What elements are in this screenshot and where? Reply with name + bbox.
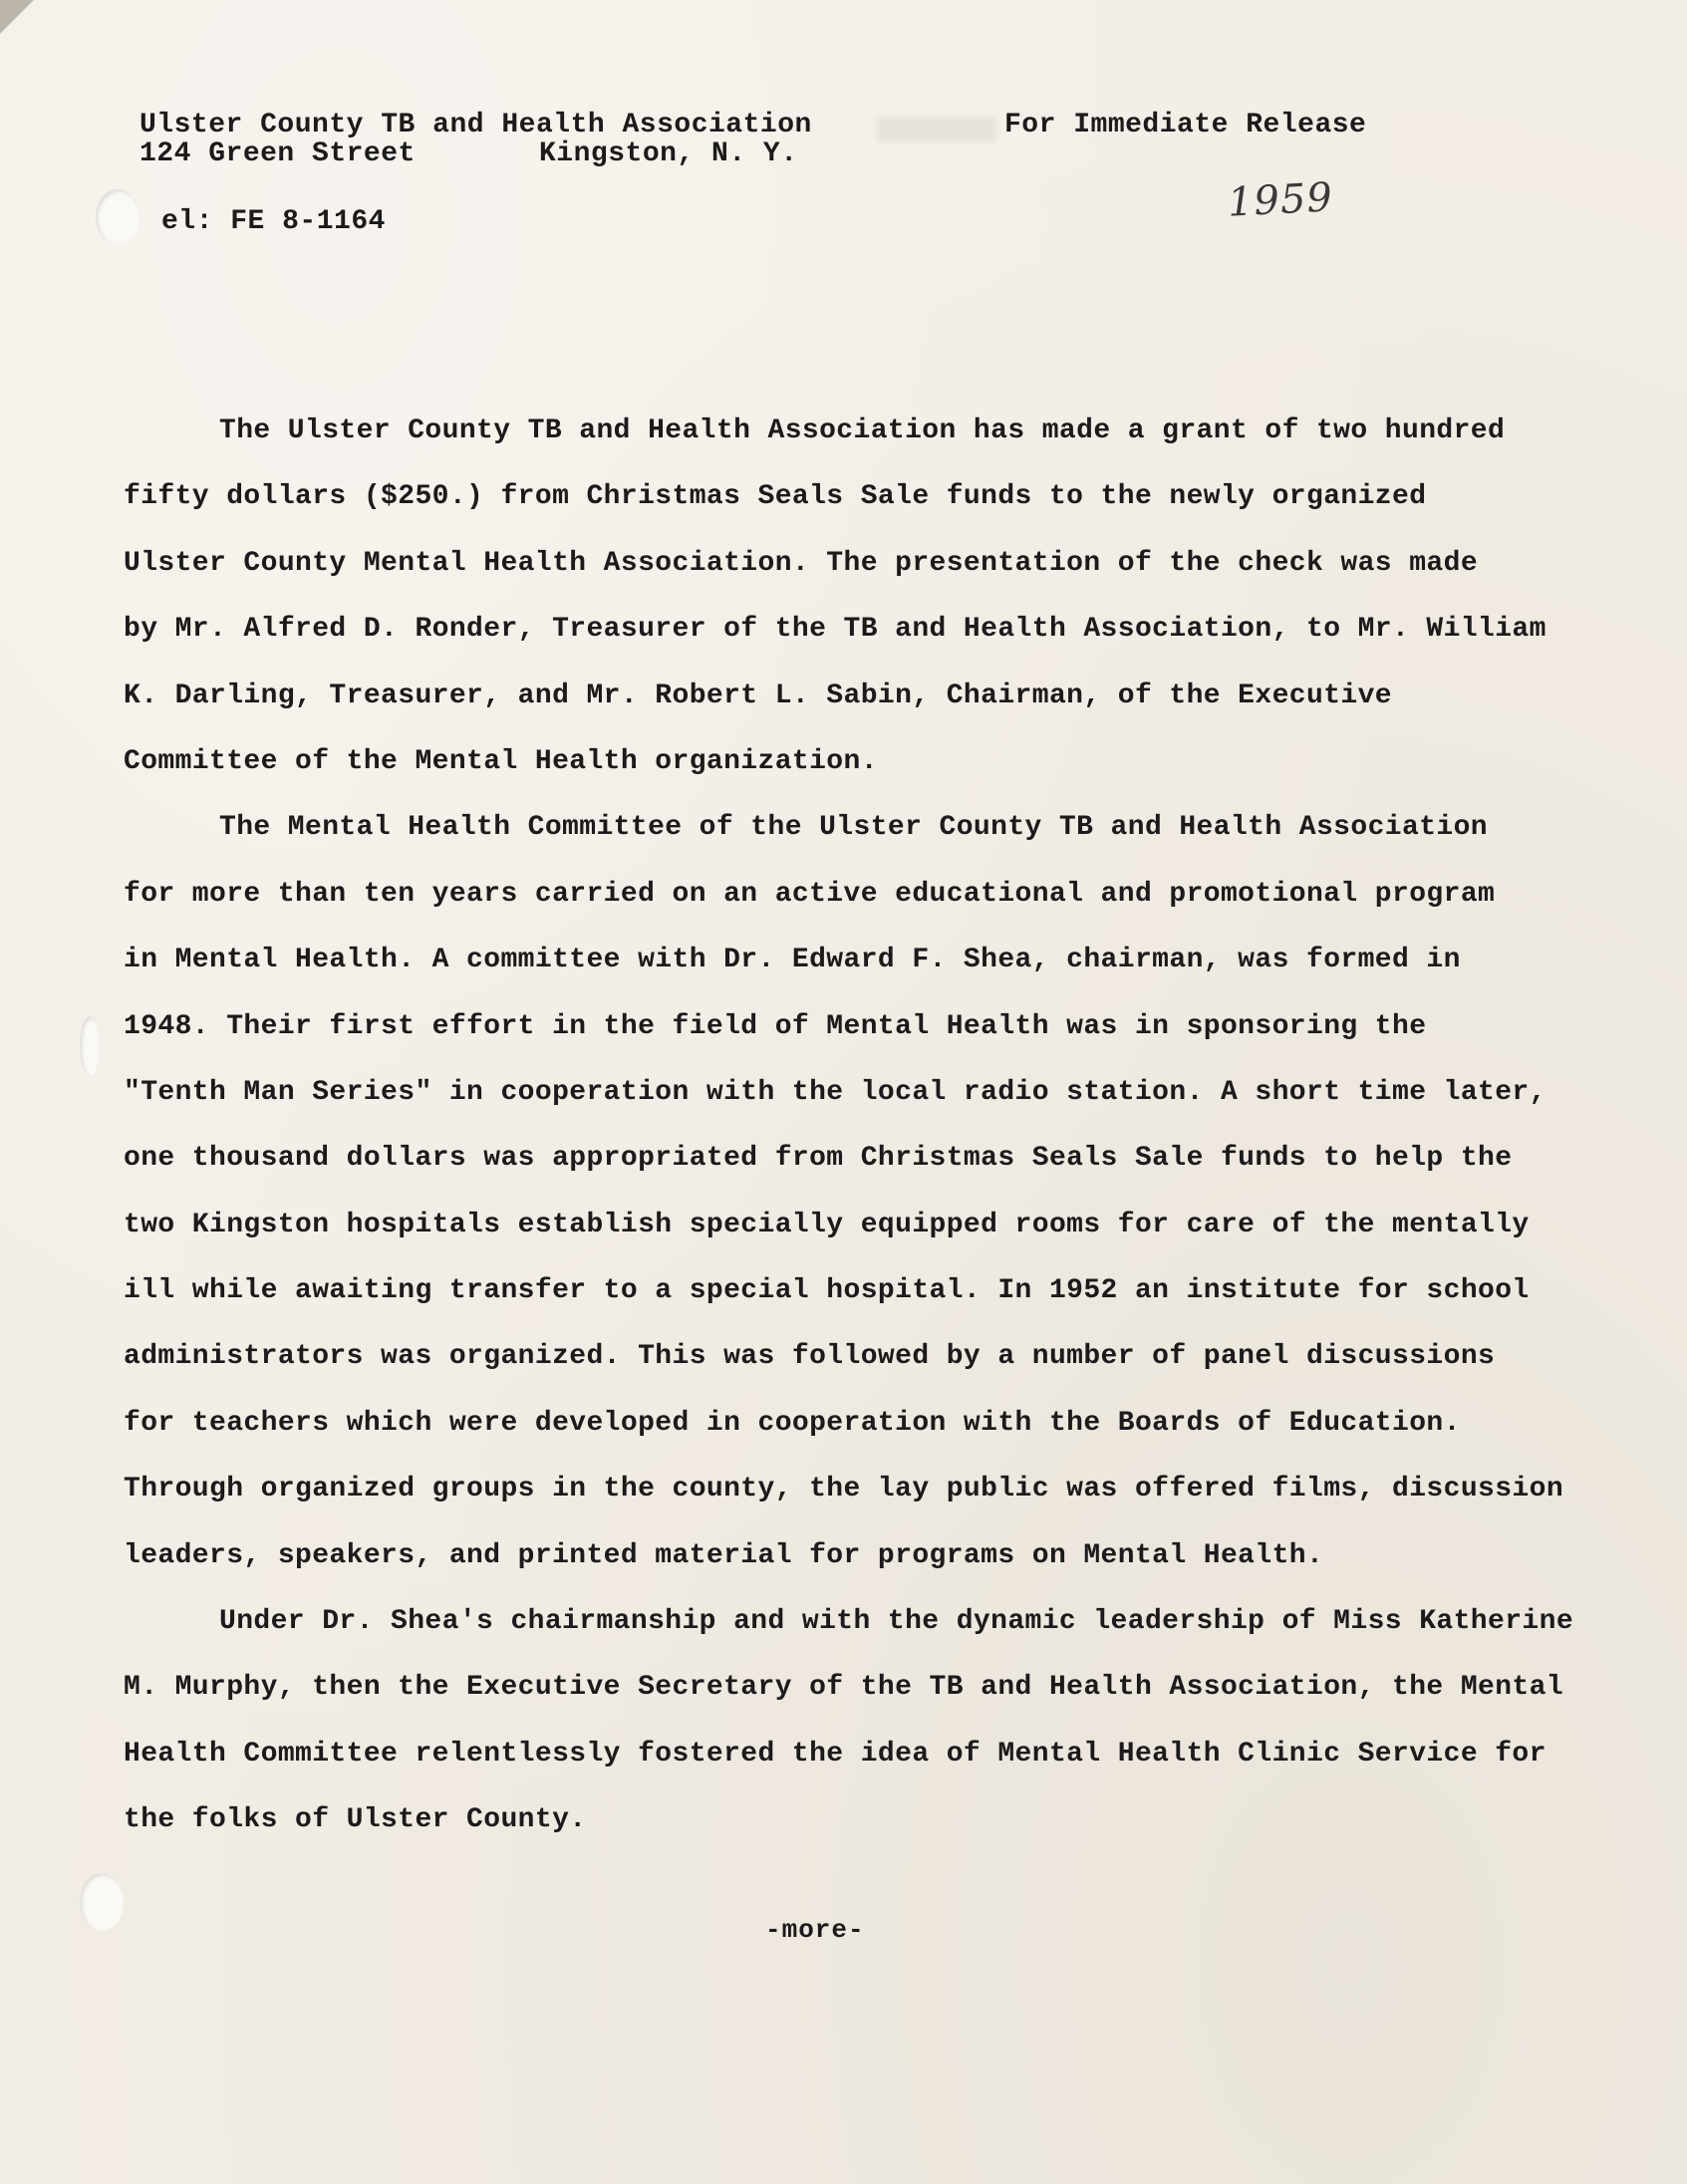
text-line: leaders, speakers, and printed material for programs on Mental Health. (124, 1539, 1324, 1571)
text-line: The Ulster County TB and Health Association has made a grant of two hundred (219, 415, 1506, 446)
city-address: Kingston, N. Y. (539, 138, 798, 169)
text-line: one thousand dollars was appropriated from Christmas Seals Sale funds to help the (124, 1143, 1513, 1175)
text-line: The Mental Health Committee of the Ulster County TB and Health Association (219, 812, 1489, 844)
text-line: two Kingston hospitals establish specially equipped rooms for care of the mentally (124, 1209, 1530, 1240)
text-line: Committee of the Mental Health organization. (124, 745, 878, 777)
text-line: 1948. Their first effort in the field of Mental Health was in sponsoring the (124, 1010, 1427, 1042)
paragraph-leadership (124, 1589, 1574, 1854)
paragraph-grant (124, 399, 1546, 795)
text-line: M. Murphy, then the Executive Secretary of the TB and Health Association, the Mental (124, 1672, 1564, 1704)
handwritten-year: 1959 (1226, 174, 1334, 226)
paper-smudge (877, 118, 996, 141)
punch-hole (80, 1873, 124, 1931)
text-line: ill while awaiting transfer to a special hospital. In 1952 an institute for school (124, 1275, 1530, 1307)
text-line: fifty dollars ($250.) from Christmas Seals Sale funds to the newly organized (124, 481, 1427, 513)
punch-hole (96, 189, 140, 245)
text-line: administrators was organized. This was followed by a number of panel discussions (124, 1341, 1496, 1373)
text-line: for teachers which were developed in cooperation with the Boards of Education. (124, 1407, 1461, 1439)
text-line: Health Committee relentlessly fostered the idea of Mental Health Clinic Service for (124, 1738, 1546, 1770)
street-address: 124 Green Street (140, 138, 416, 169)
more-continuation: -more- (765, 1915, 865, 1945)
organization-name: Ulster County TB and Health Association (140, 110, 812, 140)
text-line: Under Dr. Shea's chairmanship and with the dynamic leadership of Miss Katherine (219, 1606, 1574, 1638)
text-line: "Tenth Man Series" in cooperation with the local radio station. A short time later, (124, 1076, 1546, 1108)
paragraph-history (124, 795, 1564, 1589)
text-line: by Mr. Alfred D. Ronder, Treasurer of the TB and Health Association, to Mr. William (124, 614, 1546, 646)
text-line: for more than ten years carried on an active educational and promotional program (124, 878, 1496, 910)
press-release-body (124, 399, 1574, 1854)
punch-hole (80, 1016, 100, 1076)
text-line: K. Darling, Treasurer, and Mr. Robert L. Sabin, Chairman, of the Executive (124, 680, 1393, 711)
text-line: the folks of Ulster County. (124, 1804, 587, 1836)
text-line: Through organized groups in the county, the lay public was offered films, discussion (124, 1474, 1564, 1505)
text-line: Ulster County Mental Health Association. The presentation of the check was made (124, 547, 1479, 579)
folded-corner (0, 0, 34, 34)
release-notice: For Immediate Release (1004, 110, 1367, 140)
telephone: el: FE 8-1164 (161, 206, 386, 237)
text-line: in Mental Health. A committee with Dr. Edward F. Shea, chairman, was formed in (124, 945, 1461, 976)
